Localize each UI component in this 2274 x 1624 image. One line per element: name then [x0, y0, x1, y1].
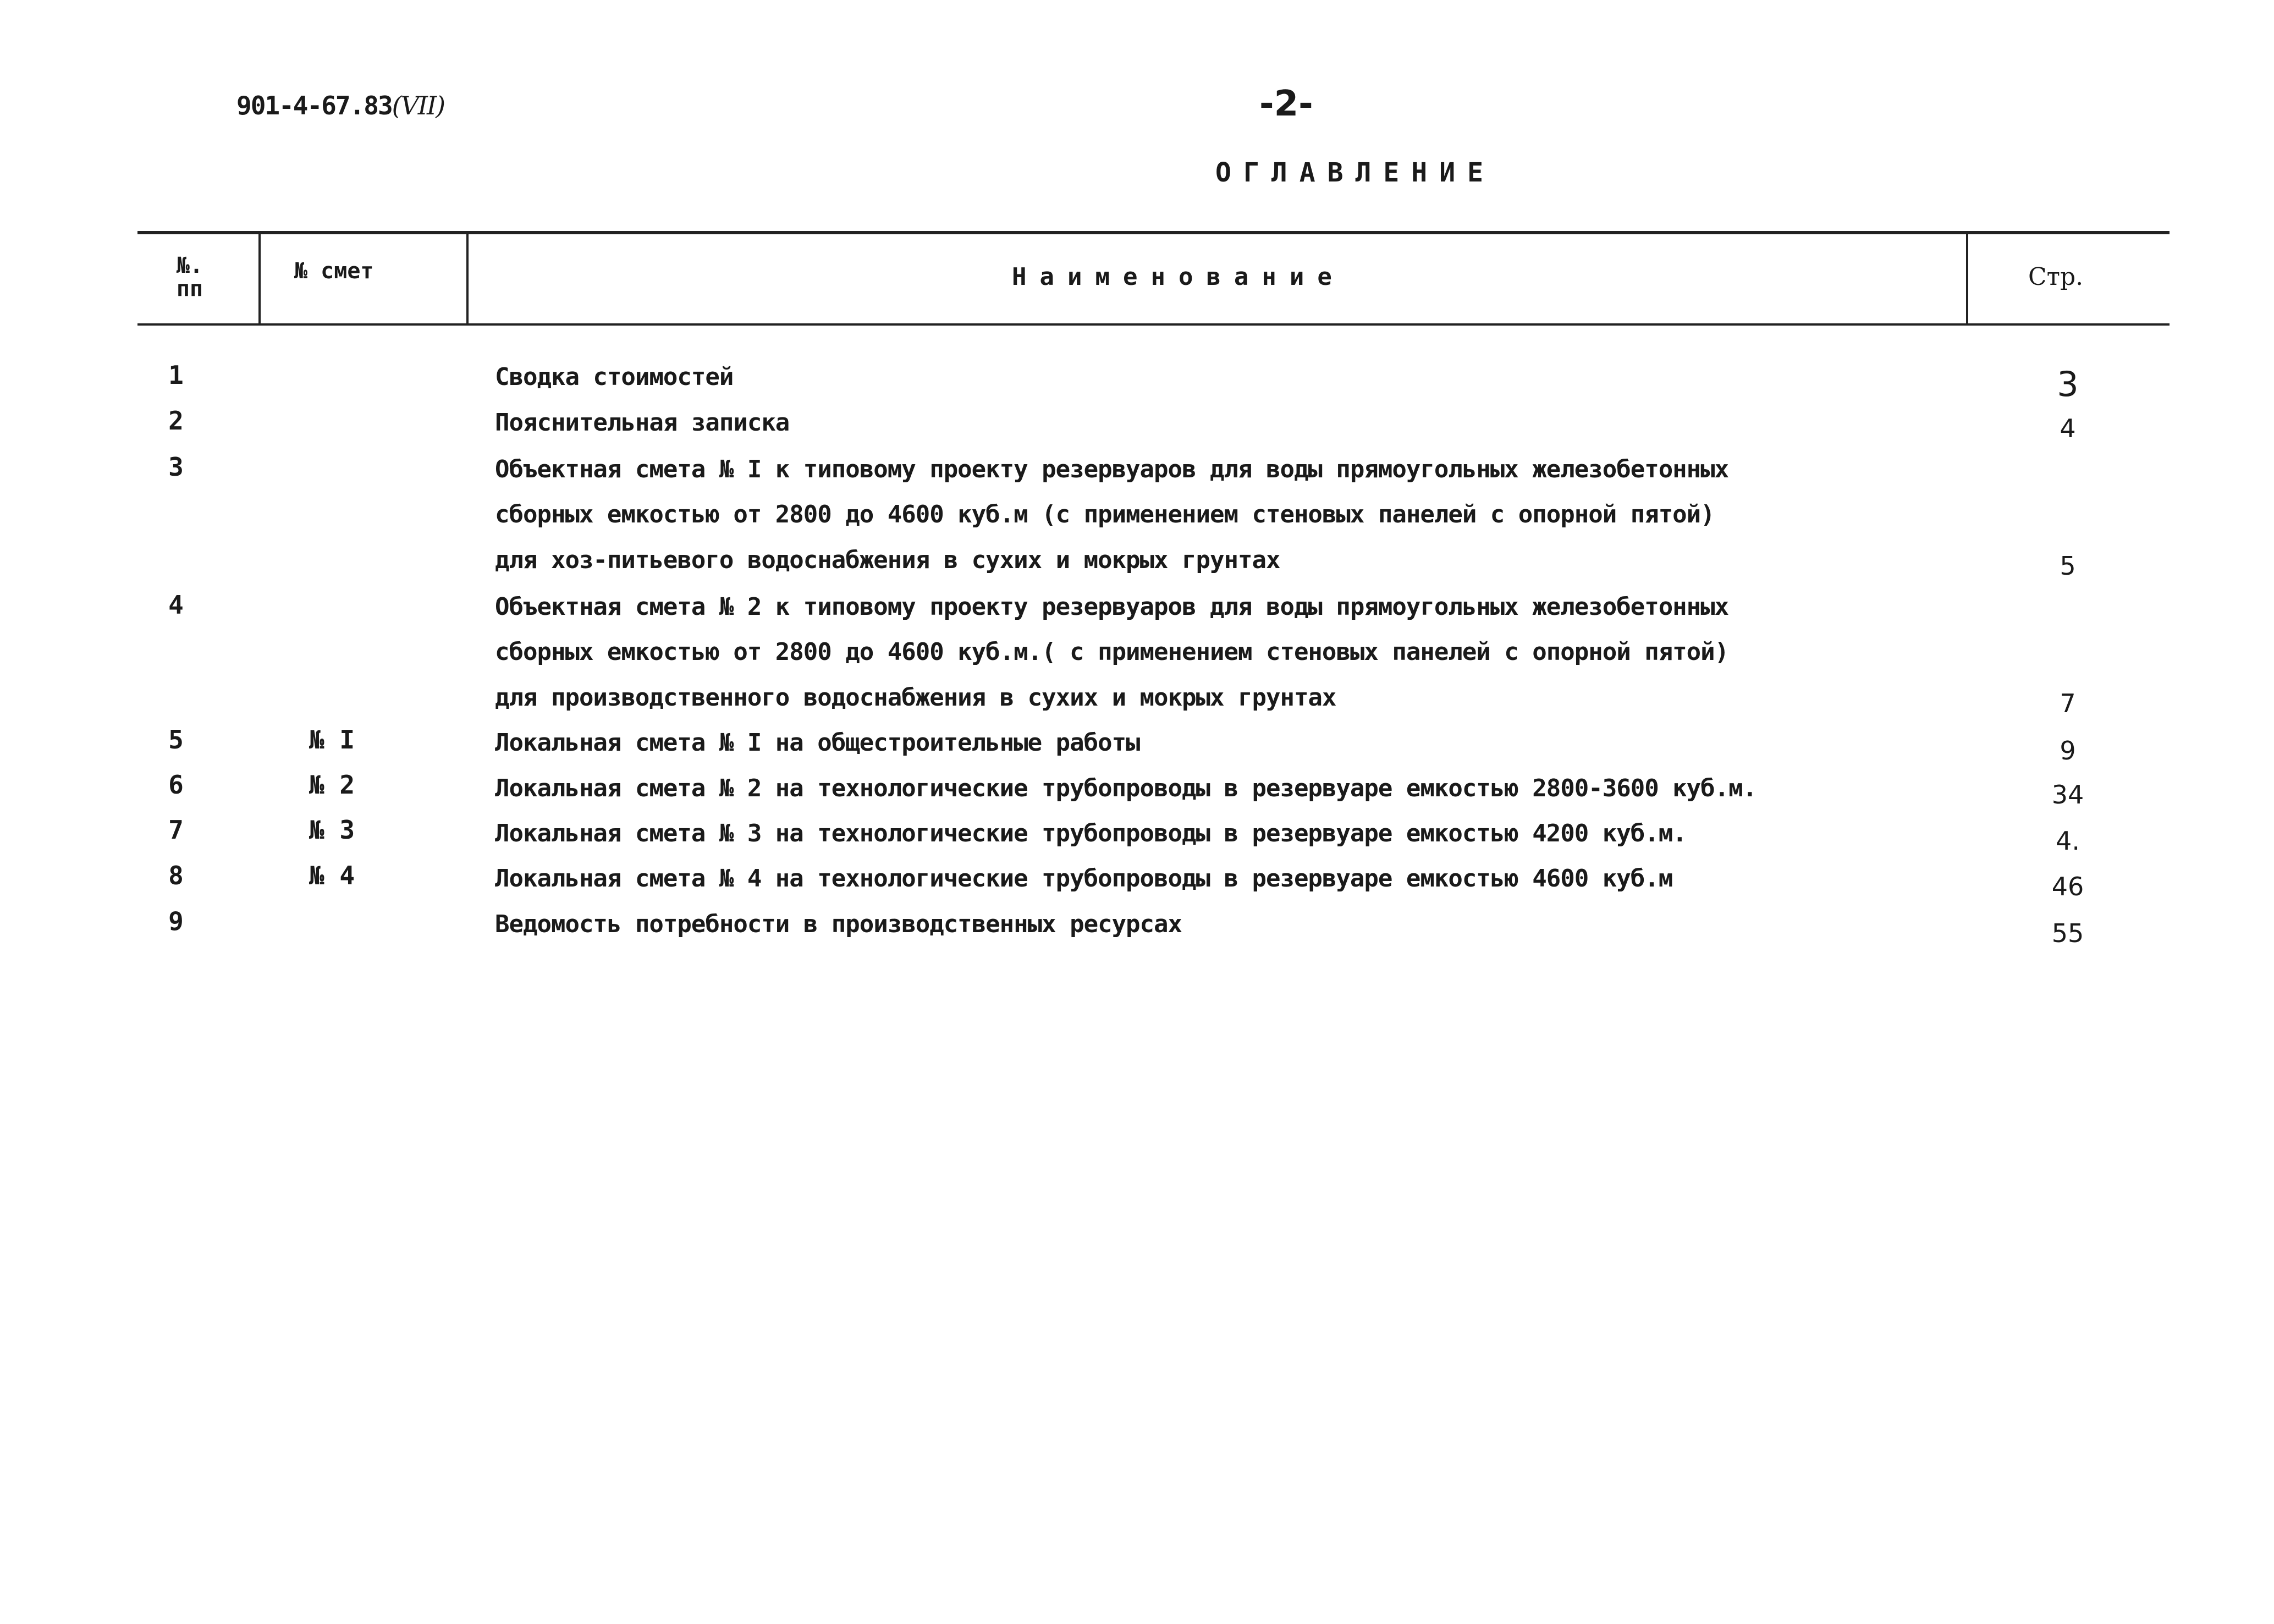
- column-header-page: Стр.: [2028, 263, 2084, 291]
- row-name-line: Локальная смета № 3 на технологические трубопроводы в резервуаре емкостью 4200 куб.м.: [495, 819, 1687, 847]
- column-divider: [1966, 233, 1968, 324]
- row-estimate: № 2: [309, 770, 355, 800]
- row-name-line: Локальная смета № 4 на технологические трубопроводы в резервуаре емкостью 4600 куб.м: [495, 865, 1673, 893]
- row-number: 9: [168, 906, 184, 936]
- document-code-number: 901-4-67.83: [236, 91, 392, 120]
- row-name-line: Локальная смета № 2 на технологические трубопроводы в резервуаре емкостью 2800-3600 куб.м.: [495, 774, 1757, 802]
- document-code: [236, 91, 444, 120]
- column-divider: [466, 233, 469, 324]
- row-name-line: Сводка стоимостей: [495, 363, 734, 391]
- row-page: 55: [2051, 918, 2084, 948]
- column-header-number: №. пп: [176, 253, 203, 301]
- row-name-line: Объектная смета № I к типовому проекту резервуаров для воды прямоугольных железобетонных: [495, 455, 1729, 483]
- row-page: 9: [2060, 736, 2076, 766]
- row-number: 2: [168, 406, 184, 436]
- document-code-suffix: (VII): [392, 91, 445, 120]
- column-header-estimate: № смет: [294, 258, 374, 284]
- row-number: 8: [168, 861, 184, 890]
- row-number: 6: [168, 770, 184, 800]
- table-header-rule: [137, 323, 2170, 326]
- table-top-rule: [137, 231, 2170, 234]
- row-name-line: Локальная смета № I на общестроительные работы: [495, 729, 1140, 757]
- row-page: 3: [2057, 364, 2079, 404]
- row-page: 5: [2060, 551, 2076, 581]
- column-divider: [258, 233, 261, 324]
- page-number: -2-: [1259, 84, 1313, 124]
- row-page: 46: [2051, 872, 2084, 901]
- row-number: 1: [168, 360, 184, 390]
- row-page: 7: [2060, 689, 2076, 718]
- row-page: 4.: [2056, 826, 2080, 856]
- row-estimate: № 4: [309, 861, 355, 890]
- row-number: 4: [168, 590, 184, 620]
- row-name-line: сборных емкостью от 2800 до 4600 куб.м (с применением стеновых панелей с опорной пятой): [495, 500, 1715, 529]
- row-estimate: № 3: [309, 815, 355, 845]
- row-name-line: сборных емкостью от 2800 до 4600 куб.м.( с применением стеновых панелей с опорной пятой): [495, 638, 1729, 666]
- row-page: 34: [2051, 780, 2084, 810]
- row-number: 5: [168, 725, 184, 755]
- row-page: 4: [2060, 414, 2076, 443]
- row-number: 7: [168, 815, 184, 845]
- row-name-line: для хоз-питьевого водоснабжения в сухих и мокрых грунтах: [495, 546, 1280, 574]
- row-number: 3: [168, 452, 184, 482]
- document-title: ОГЛАВЛЕНИЕ: [1215, 157, 1495, 188]
- row-name-line: для производственного водоснабжения в сухих и мокрых грунтах: [495, 684, 1336, 712]
- row-estimate: № I: [309, 725, 355, 755]
- row-name-line: Объектная смета № 2 к типовому проекту резервуаров для воды прямоугольных железобетонных: [495, 593, 1729, 621]
- row-name-line: Пояснительная записка: [495, 409, 790, 437]
- column-header-name: Наименование: [1012, 263, 1345, 291]
- row-name-line: Ведомость потребности в производственных ресурсах: [495, 910, 1182, 938]
